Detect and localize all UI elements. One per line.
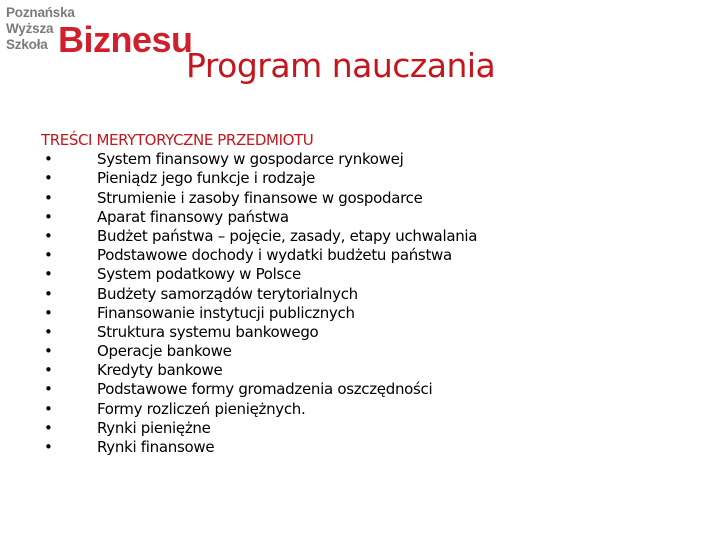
bullet-icon: • <box>44 284 53 303</box>
topic-text: Struktura systemu bankowego <box>97 322 319 341</box>
topic-text: Formy rozliczeń pieniężnych. <box>97 399 306 418</box>
bullet-icon: • <box>44 207 53 226</box>
bullet-icon: • <box>44 303 53 322</box>
topic-text: Aparat finansowy państwa <box>97 207 289 226</box>
list-item <box>41 208 691 227</box>
logo-text-line-3: Szkoła <box>6 37 48 52</box>
topic-text: Budżety samorządów terytorialnych <box>97 284 358 303</box>
topic-text: Pieniądz jego funkcje i rodzaje <box>97 169 316 188</box>
bullet-icon: • <box>44 361 53 380</box>
slide-title: Program nauczania <box>186 46 496 85</box>
topic-text: Rynki pieniężne <box>97 418 211 437</box>
topic-text: Strumienie i zasoby finansowe w gospodarce <box>97 188 423 207</box>
topic-text: Budżet państwa – pojęcie, zasady, etapy uchwalania <box>97 226 478 245</box>
topic-text: Finansowanie instytucji publicznych <box>97 303 355 322</box>
bullet-icon: • <box>44 265 53 284</box>
topic-text: Podstawowe dochody i wydatki budżetu państwa <box>97 246 452 265</box>
list-item <box>41 285 691 304</box>
bullet-icon: • <box>44 188 53 207</box>
bullet-icon: • <box>44 169 53 188</box>
topic-text: Kredyty bankowe <box>97 361 223 380</box>
list-item <box>41 304 691 323</box>
bullet-icon: • <box>44 150 53 169</box>
list-item <box>41 419 691 438</box>
list-item <box>41 400 691 419</box>
bullet-icon: • <box>44 226 53 245</box>
list-item <box>41 246 691 265</box>
list-item <box>41 169 691 188</box>
logo-text-line-2: Wyższa <box>6 21 54 36</box>
topic-text: Rynki finansowe <box>97 438 215 457</box>
list-item <box>41 438 691 457</box>
list-item <box>41 189 691 208</box>
bullet-icon: • <box>44 438 53 457</box>
logo-text-big: Biznesu <box>58 19 193 60</box>
topic-text: Operacje bankowe <box>97 342 232 361</box>
list-item <box>41 150 691 169</box>
list-item <box>41 323 691 342</box>
list-item <box>41 227 691 246</box>
bullet-icon: • <box>44 418 53 437</box>
bullet-icon: • <box>44 399 53 418</box>
content-area <box>41 131 691 457</box>
bullet-icon: • <box>44 246 53 265</box>
list-item <box>41 265 691 284</box>
topic-text: System finansowy w gospodarce rynkowej <box>97 150 404 169</box>
list-item <box>41 342 691 361</box>
logo-text-line-1: Poznańska <box>6 5 75 20</box>
bullet-icon: • <box>44 322 53 341</box>
topic-text: System podatkowy w Polsce <box>97 265 301 284</box>
list-item <box>41 380 691 399</box>
section-heading: TREŚCI MERYTORYCZNE PRZEDMIOTU <box>41 131 314 149</box>
school-logo <box>6 5 191 69</box>
list-item <box>41 361 691 380</box>
bullet-icon: • <box>44 342 53 361</box>
topic-list <box>41 150 691 457</box>
bullet-icon: • <box>44 380 53 399</box>
topic-text: Podstawowe formy gromadzenia oszczędności <box>97 380 433 399</box>
